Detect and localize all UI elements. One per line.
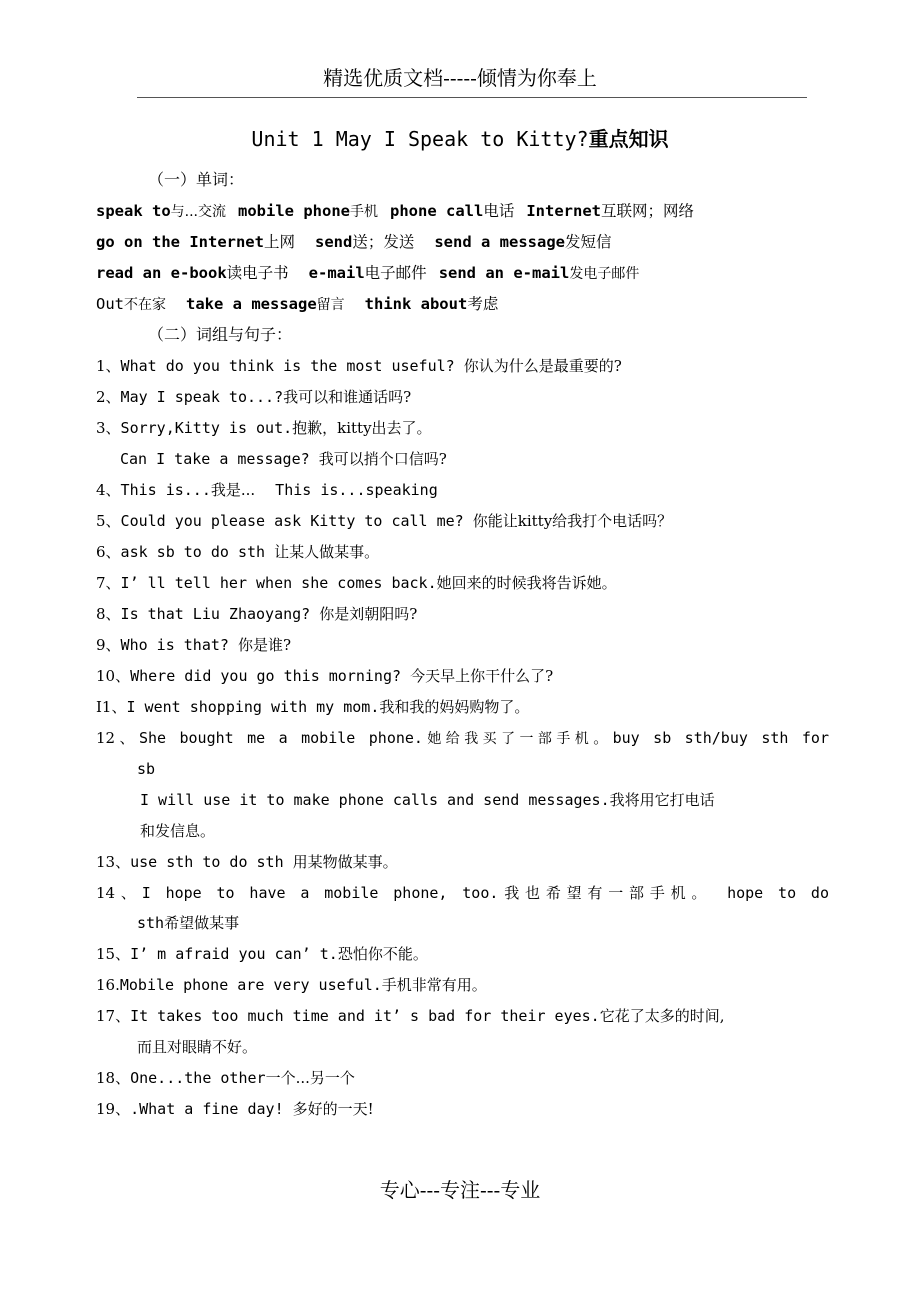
sentence-english: Is that Liu Zhaoyang? [120, 605, 320, 623]
vocab-meaning: 不在家 [124, 297, 166, 313]
sentence-chinese: 我将用它打电话 [609, 791, 715, 809]
sentence-chinese: 用某物做某事。 [292, 853, 398, 871]
vocab-word: speak to [96, 202, 171, 220]
sentence-17-wrap [137, 1035, 257, 1059]
sentence-7 [96, 571, 617, 595]
sentence-12-continued [140, 788, 715, 812]
sentence-chinese: 和发信息。 [140, 822, 216, 840]
vocab-word: Internet [526, 202, 601, 220]
sentence-4 [96, 478, 438, 502]
sentence-english: Mobile phone are very useful. [119, 976, 382, 994]
sentence-chinese: 我可以捎个口信吗? [318, 450, 447, 468]
sentence-18 [96, 1066, 355, 1090]
sentence-11 [96, 695, 529, 719]
sentence-english: What do you think is the most useful? [120, 357, 464, 375]
sentence-english: Who is that? [120, 636, 238, 654]
item-number: 17、 [96, 1007, 131, 1025]
item-number: 8、 [96, 605, 121, 623]
sentence-english: She bought me a mobile phone. [138, 729, 423, 747]
sentence-english: One...the other [130, 1069, 266, 1087]
sentence-english: use sth to do sth [130, 853, 293, 871]
sentence-english: I will use it to make phone calls and send messages. [140, 791, 610, 809]
item-number: 18、 [96, 1069, 131, 1087]
vocab-word: take a message [186, 295, 317, 313]
item-number: 2、 [96, 388, 121, 406]
item-number: 15、 [96, 945, 131, 963]
sentence-english: Where did you go this morning? [130, 667, 411, 685]
item-number: I1、 [96, 698, 127, 716]
sentence-english: I’ ll tell her when she comes back. [120, 574, 437, 592]
vocab-meaning: 上网 [263, 233, 295, 251]
section-vocabulary-heading: （一）单词： [148, 170, 245, 189]
sentence-14 [96, 881, 829, 905]
vocab-word: think about [364, 295, 468, 313]
vocab-word: go on the Internet [96, 233, 264, 251]
sentence-chinese: 她给我买了一部手机 [422, 731, 594, 747]
sentence-chinese: 你是谁? [237, 636, 291, 654]
vocab-meaning: 留言 [316, 297, 345, 313]
document-title [0, 124, 920, 154]
sentence-chinese: 让某人做某事。 [274, 543, 380, 561]
vocab-meaning: 手机 [350, 204, 378, 220]
vocab-line-4 [96, 292, 498, 317]
sentence-english: ask sb to do sth [120, 543, 275, 561]
sentence-6 [96, 540, 379, 564]
sentence-9 [96, 633, 291, 657]
page-footer: 专心---专注---专业 [379, 1178, 541, 1202]
sentence-english: I’ m afraid you can’ t. [130, 945, 338, 963]
vocab-word: read an e-book [96, 264, 227, 282]
vocab-meaning: 电话 [483, 202, 515, 220]
item-number: 7、 [96, 574, 121, 592]
sentence-12-wrap [137, 757, 155, 781]
title-chinese: 重点知识 [588, 127, 669, 151]
item-number: 10、 [96, 667, 131, 685]
sentence-english: I went shopping with my mom. [126, 698, 380, 716]
sentence-english: .What a fine day! [130, 1100, 293, 1118]
sentence-14-wrap [137, 911, 239, 935]
sentence-chinese: 你是刘朝阳吗? [319, 605, 418, 623]
sentence-1 [96, 354, 622, 378]
item-number: 9、 [96, 636, 121, 654]
sentence-chinese: 而且对眼睛不好。 [137, 1038, 258, 1056]
sentence-17 [96, 1004, 724, 1028]
vocab-line-2 [96, 230, 612, 254]
sentence-chinese: 今天早上你干什么了? [410, 667, 554, 685]
sentence-chinese: 她回来的时候我将告诉她。 [436, 574, 617, 592]
sentence-chinese: 我也希望有一部手机。 [498, 884, 713, 902]
sentence-12 [96, 726, 829, 751]
vocab-meaning: 发电子邮件 [569, 266, 640, 282]
sentence-english: Sorry,Kitty is out. [120, 419, 293, 437]
sentence-english: Can I take a message? [120, 450, 319, 468]
sentence-chinese: 多好的一天! [292, 1100, 374, 1118]
sentence-english: Could you please ask Kitty to call me? [120, 512, 473, 530]
vocab-word: send [315, 233, 353, 251]
sentence-chinese: 我是... [210, 481, 256, 499]
vocab-meaning: 与...交流 [170, 204, 227, 220]
item-number: 12、 [96, 729, 139, 747]
sentence-chinese: 它花了太多的时间, [599, 1007, 725, 1025]
sentence-13 [96, 850, 398, 874]
sentence-3 [96, 416, 432, 440]
page-header: 精选优质文档-----倾情为你奉上 [323, 66, 597, 90]
vocab-meaning: 发短信 [565, 233, 612, 251]
item-number: 16. [96, 976, 120, 994]
vocab-word: phone call [390, 202, 484, 220]
vocab-word: e-mail [308, 264, 365, 282]
sentence-8 [96, 602, 417, 626]
item-number: 13、 [96, 853, 131, 871]
sentence-english: sb [137, 760, 156, 778]
sentence-chinese: 手机非常有用。 [381, 976, 487, 994]
vocab-word: send a message [434, 233, 565, 251]
sentence-12-continued-wrap [140, 819, 215, 843]
vocab-word: mobile phone [238, 202, 350, 220]
sentence-5 [96, 509, 672, 533]
item-number: 4、 [96, 481, 121, 499]
item-number: 1、 [96, 357, 121, 375]
sentence-2 [96, 385, 411, 409]
item-number: 14、 [96, 884, 142, 902]
sentence-english: 。buy sb sth/buy sth for [593, 729, 829, 747]
sentence-15 [96, 942, 428, 966]
sentence-chinese: 我和我的妈妈购物了。 [379, 698, 530, 716]
item-number: 6、 [96, 543, 121, 561]
vocab-meaning: 送；发送 [352, 233, 415, 251]
sentence-19 [96, 1097, 374, 1121]
vocab-line-1 [96, 199, 694, 224]
vocab-meaning: 互联网；网络 [601, 202, 695, 220]
title-english: Unit 1 May I Speak to Kitty? [251, 127, 589, 151]
sentence-3-continued [120, 447, 447, 471]
sentence-english: I hope to have a mobile phone, too. [141, 884, 499, 902]
vocab-line-3 [96, 261, 639, 286]
sentence-chinese: 希望做某事 [164, 914, 240, 932]
sentence-chinese: 你能让kitty给我打个电话吗？ [472, 512, 673, 530]
sentence-chinese: 恐怕你不能。 [337, 945, 428, 963]
vocab-word: Out [96, 295, 124, 313]
item-number: 3、 [96, 419, 121, 437]
section-phrases-heading: （二）词组与句子： [148, 325, 293, 344]
item-number: 5、 [96, 512, 121, 530]
sentence-english: It takes too much time and it’ s bad for their eyes. [130, 1007, 600, 1025]
header-divider [137, 97, 807, 98]
sentence-10 [96, 664, 553, 688]
sentence-chinese: 我可以和谁通话吗? [283, 388, 412, 406]
sentence-chinese: 抱歉，kitty出去了。 [292, 419, 432, 437]
sentence-english: This is... [120, 481, 211, 499]
sentence-english: May I speak to...? [120, 388, 284, 406]
vocab-meaning: 考虑 [467, 295, 499, 313]
sentence-chinese: 一个...另一个 [265, 1069, 355, 1087]
vocab-word: send an e-mail [438, 264, 570, 282]
sentence-chinese: 你认为什么是最重要的? [463, 357, 622, 375]
vocab-meaning: 读电子书 [226, 264, 289, 282]
vocab-meaning: 电子邮件 [364, 264, 427, 282]
sentence-english: This is...speaking [275, 481, 438, 499]
sentence-english: sth [137, 914, 165, 932]
sentence-english: hope to do [712, 884, 829, 902]
sentence-16 [96, 973, 487, 997]
item-number: 19、 [96, 1100, 131, 1118]
